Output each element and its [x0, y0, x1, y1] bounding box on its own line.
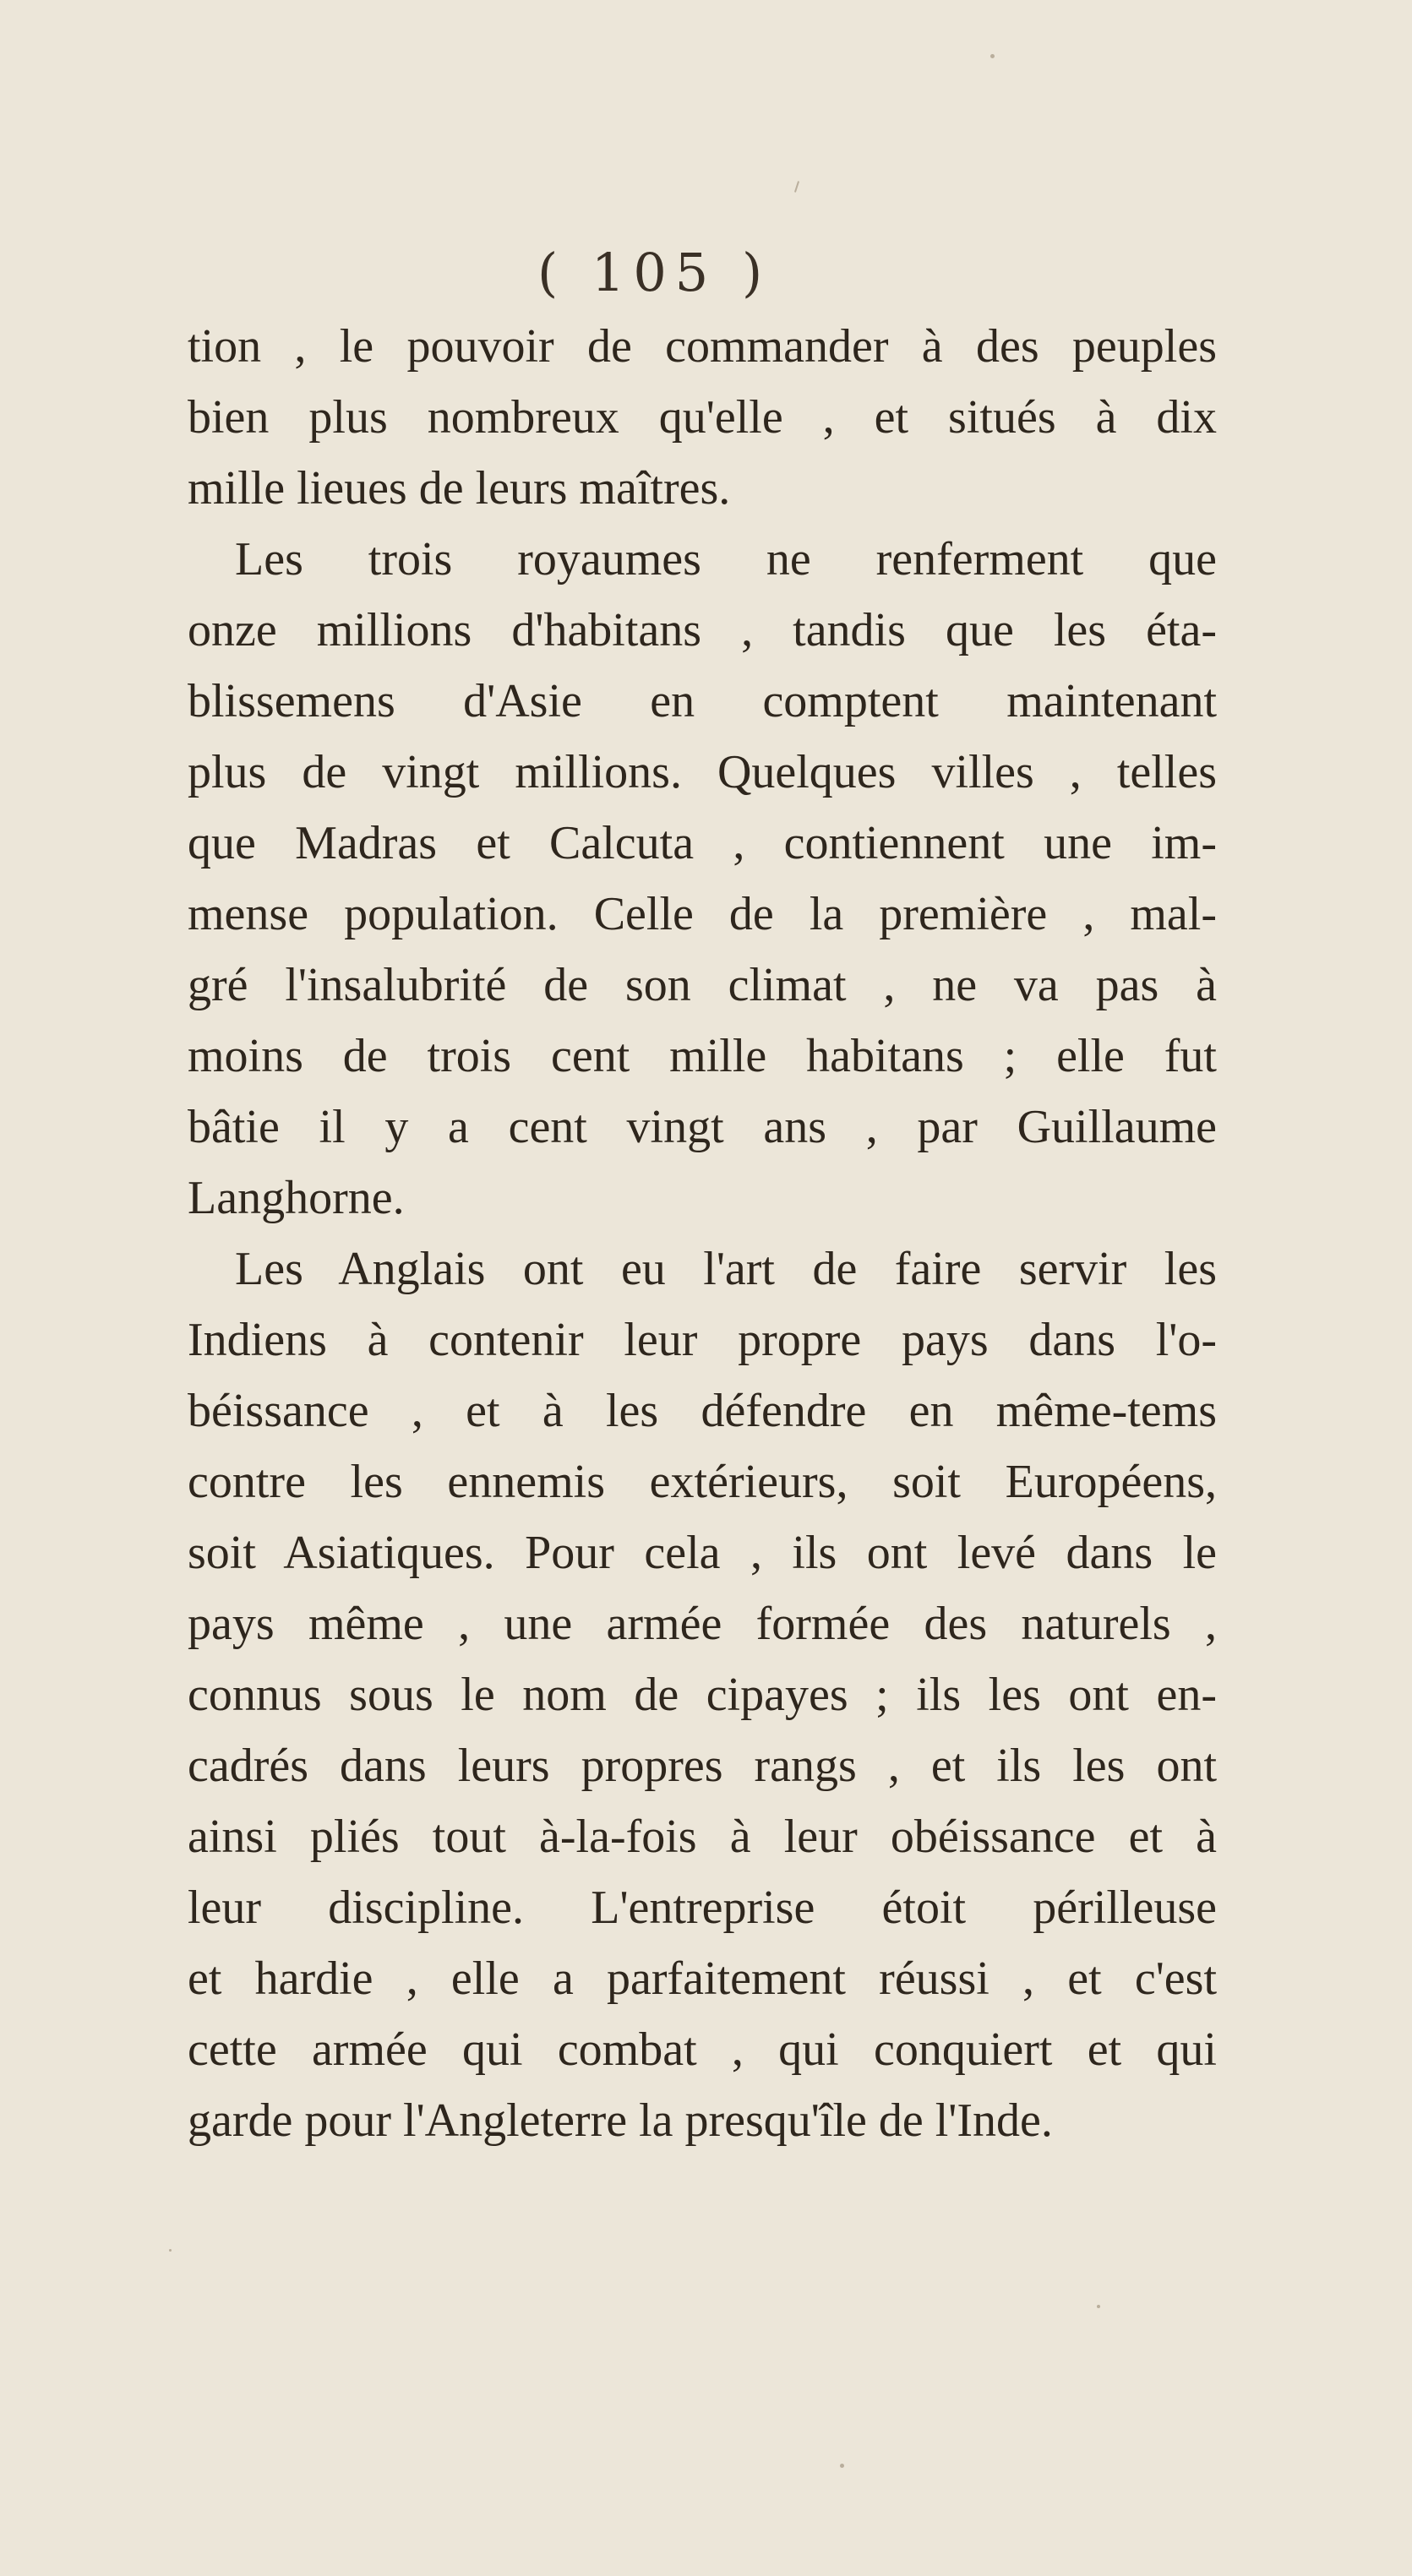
paragraph-1	[188, 311, 1217, 524]
text-line: onze millions d'habitans , tandis que les éta-	[188, 604, 1217, 656]
text-line: soit Asiatiques. Pour cela , ils ont levé dans le	[188, 1527, 1217, 1579]
text-line: tion , le pouvoir de commander à des peuples	[188, 320, 1217, 373]
text-line: plus de vingt millions. Quelques villes , telles	[188, 746, 1217, 798]
text-line: garde pour l'Angleterre la presqu'île de l'Inde.	[188, 2094, 1053, 2147]
text-line: Langhorne.	[188, 1172, 405, 1224]
text-line: leur discipline. L'entreprise étoit périlleuse	[188, 1882, 1217, 1934]
text-line: cette armée qui combat , qui conquiert et qui	[188, 2023, 1217, 2076]
text-line: moins de trois cent mille habitans ; elle fut	[188, 1030, 1217, 1082]
text-line: gré l'insalubrité de son climat , ne va pas à	[188, 959, 1217, 1011]
text-line: cadrés dans leurs propres rangs , et ils les ont	[188, 1740, 1217, 1792]
text-line: mense population. Celle de la première , mal-	[188, 888, 1217, 940]
paragraph-2	[188, 524, 1217, 1234]
paragraph-3	[188, 1234, 1217, 2156]
text-line: bâtie il y a cent vingt ans , par Guillaume	[188, 1101, 1217, 1153]
text-line: Les trois royaumes ne renferment que	[235, 533, 1217, 585]
page-number: ( 105 )	[537, 242, 771, 303]
text-line: contre les ennemis extérieurs, soit Européens,	[188, 1456, 1217, 1508]
text-line: mille lieues de leurs maîtres.	[188, 462, 731, 515]
paper-speck	[990, 54, 995, 58]
text-line: pays même , une armée formée des naturels ,	[188, 1598, 1217, 1650]
paper-speck	[840, 2464, 844, 2468]
paper-speck	[1097, 2305, 1100, 2308]
text-line: Les Anglais ont eu l'art de faire servir les	[235, 1243, 1217, 1295]
paper-speck	[794, 181, 799, 193]
text-line: et hardie , elle a parfaitement réussi , et c'est	[188, 1952, 1217, 2005]
text-line: connus sous le nom de cipayes ; ils les ont en-	[188, 1669, 1217, 1721]
body-text	[188, 311, 1217, 2156]
text-line: ainsi pliés tout à-la-fois à leur obéissance et à	[188, 1811, 1217, 1863]
text-line: que Madras et Calcuta , contiennent une im-	[188, 817, 1217, 869]
text-line: bien plus nombreux qu'elle , et situés à dix	[188, 391, 1217, 444]
text-line: béissance , et à les défendre en même-tems	[188, 1385, 1217, 1437]
text-line: blissemens d'Asie en comptent maintenant	[188, 675, 1217, 727]
paper-speck	[169, 2249, 172, 2252]
text-line: Indiens à contenir leur propre pays dans l'o-	[188, 1314, 1217, 1366]
